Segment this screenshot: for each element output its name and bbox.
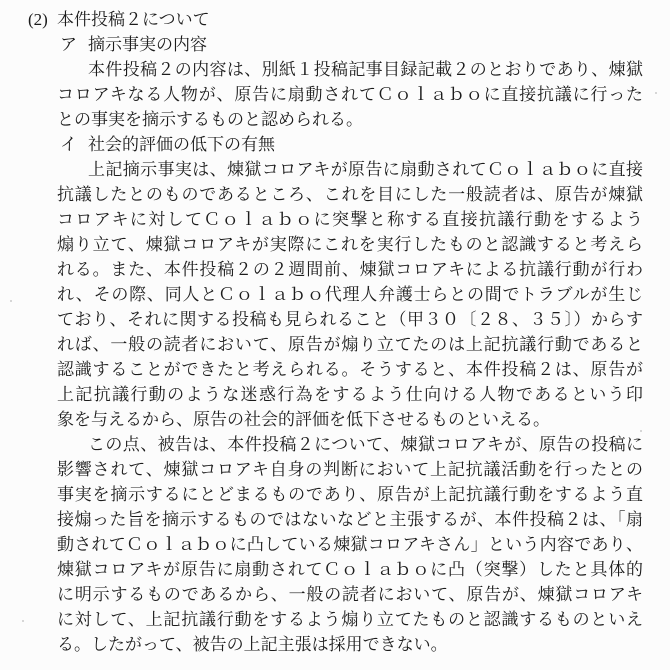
line-text: 社会的評価の低下の有無 (88, 135, 275, 154)
line-text: コロアキに対してＣｏｌａｂｏに突撃と称する直接抗議行動をするよう (57, 210, 643, 229)
scan-noise-speck (10, 300, 12, 302)
text-line (57, 582, 643, 607)
text-line (57, 307, 643, 332)
text-line (57, 607, 643, 632)
text-line (57, 632, 643, 657)
text-line (57, 107, 643, 132)
item-number: (2) (28, 10, 48, 29)
line-text: 象を与えるから、原告の社会的評価を低下させるものといえる。 (57, 410, 550, 429)
line-text: ており、それに関する投稿も見られること（甲３０〔２８、３５〕）からす (57, 310, 643, 329)
sub-heading-label: ア (60, 35, 77, 54)
line-text: コロアキなる人物が、原告に扇動されてＣｏｌａｂｏに直接抗議に行った (57, 85, 643, 104)
text-line (57, 282, 643, 307)
line-text: 煽り立て、煉獄コロアキが実際にこれを実行したものと認識すると考えら (57, 235, 643, 254)
line-text: れる。また、本件投稿２の２週間前、煉獄コロアキによる抗議行動が行わ (57, 260, 643, 279)
line-text: 摘示事実の内容 (88, 35, 207, 54)
line-text: 接煽った旨を摘示するものではないなどと主張するが、本件投稿２は、「扇 (57, 510, 643, 529)
line-text: との事実を摘示するものと認められる。 (57, 110, 363, 129)
text-line (57, 432, 643, 457)
text-line (57, 382, 643, 407)
text-line (57, 457, 643, 482)
text-line (57, 57, 643, 82)
text-line (57, 207, 643, 232)
line-text: 煉獄コロアキが原告に扇動されてＣｏｌａｂｏに凸（突撃）したと具体的 (57, 560, 643, 579)
text-line (57, 482, 643, 507)
line-text: 上記抗議行動のような迷惑行為をするよう仕向ける人物であるという印 (57, 385, 643, 404)
line-text: に明示するものであるから、一般の読者において、原告が、煉獄コロアキ (57, 585, 643, 604)
text-line (57, 82, 643, 107)
sub-heading (0, 32, 670, 57)
scan-noise-speck (655, 92, 657, 94)
item-heading (0, 7, 670, 32)
line-text: この点、被告は、本件投稿２について、煉獄コロアキが、原告の投稿に (88, 435, 643, 454)
scan-noise-speck (22, 620, 24, 622)
text-line (57, 182, 643, 207)
line-text: 本件投稿２について (57, 10, 210, 29)
text-line (57, 357, 643, 382)
text-line (57, 257, 643, 282)
line-text: 本件投稿２の内容は、別紙１投稿記事目録記載２のとおりであり、煉獄 (88, 60, 643, 79)
line-text: 上記摘示事実は、煉獄コロアキが原告に扇動されてＣｏｌａｂｏに直接 (88, 160, 643, 179)
scan-noise-speck (640, 430, 642, 432)
line-text: 動されてＣｏｌａｂｏに凸している煉獄コロアキさん」という内容であり、 (57, 535, 643, 554)
line-text: れば、一般の読者において、原告が煽り立てたのは上記抗議行動であると (57, 335, 643, 354)
text-line (57, 507, 643, 532)
text-line (57, 232, 643, 257)
line-text: 認識することができたと考えられる。そうすると、本件投稿２は、原告が (57, 360, 643, 379)
text-line (57, 157, 643, 182)
line-text: る。したがって、被告の上記主張は採用できない。 (57, 635, 448, 654)
line-text: に対して、上記抗議行動をするよう煽り立てたものと認識するものといえ (57, 610, 643, 629)
line-text: れ、その際、同人とＣｏｌａｂｏ代理人弁護士らとの間でトラブルが生じ (57, 285, 643, 304)
line-text: 影響されて、煉獄コロアキ自身の判断において上記抗議活動を行ったとの (57, 460, 643, 479)
line-text: 抗議したとのものであるところ、これを目にした一般読者は、原告が煉獄 (57, 185, 643, 204)
line-text: 事実を摘示するにとどまるものであり、原告が上記抗議行動をするよう直 (57, 485, 643, 504)
text-line (57, 407, 643, 432)
text-line (57, 557, 643, 582)
document-body (0, 7, 670, 657)
sub-heading (0, 132, 670, 157)
text-line (57, 332, 643, 357)
text-line (57, 532, 643, 557)
sub-heading-label: イ (60, 135, 77, 154)
